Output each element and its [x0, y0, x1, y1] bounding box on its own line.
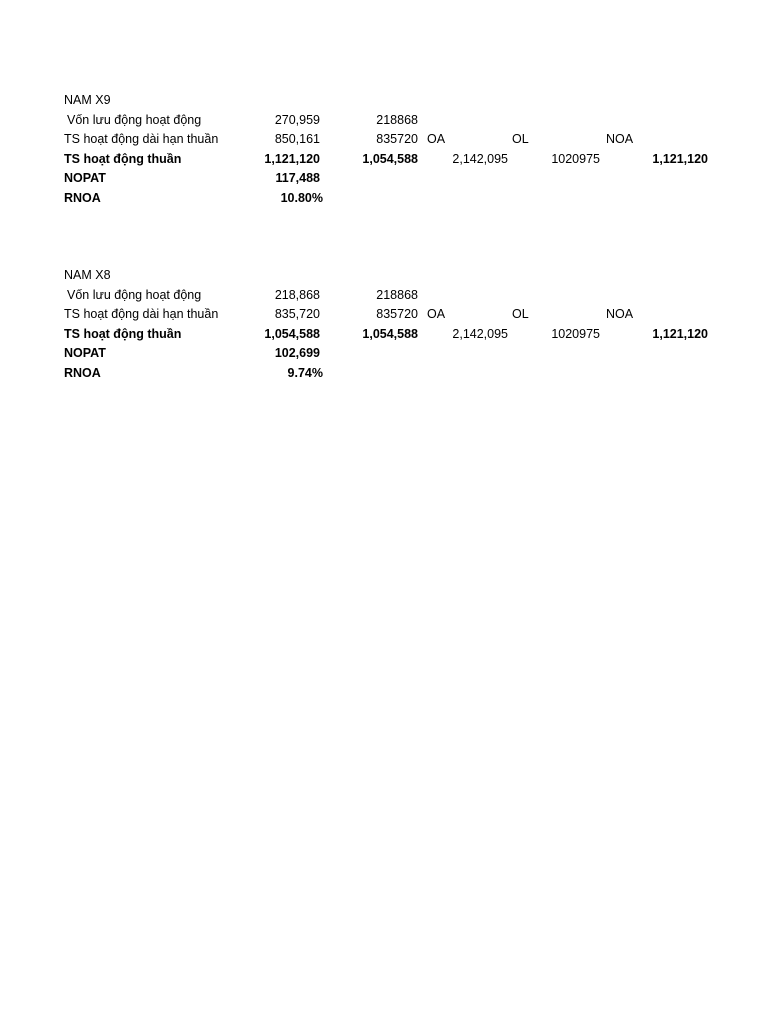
- oa-header: OA: [427, 307, 446, 321]
- row-label: TS hoạt động dài hạn thuần: [64, 132, 219, 146]
- value-col-1: 850,161: [274, 132, 320, 146]
- row-label: Vốn lưu động hoạt động: [67, 112, 202, 127]
- row-rnoa: [64, 189, 704, 209]
- row-von-luu-dong: [64, 286, 704, 306]
- ol-value: 1020975: [551, 326, 600, 341]
- oa-header: OA: [427, 132, 446, 146]
- value-col-2: 218868: [376, 112, 418, 127]
- row-label: RNOA: [64, 365, 101, 380]
- ol-value: 1020975: [551, 151, 600, 166]
- row-label: TS hoạt động dài hạn thuần: [64, 307, 219, 321]
- section-heading-row: [64, 91, 704, 111]
- noa-value: 1,121,120: [652, 326, 708, 341]
- noa-header: NOA: [606, 307, 634, 321]
- value-col-1: 117,488: [275, 171, 320, 185]
- value-col-1: 270,959: [274, 112, 320, 127]
- value-col-1: 218,868: [274, 287, 320, 302]
- row-nopat: [64, 344, 704, 364]
- ol-header: OL: [512, 307, 529, 321]
- section-nam-x8: [64, 266, 708, 383]
- row-label: NOPAT: [64, 346, 106, 360]
- row-label: TS hoạt động thuần: [64, 151, 182, 166]
- row-label: RNOA: [64, 190, 101, 205]
- oa-value: 2,142,095: [452, 151, 508, 166]
- section-heading: NAM X8: [64, 268, 111, 282]
- value-col-2: 835720: [376, 307, 418, 321]
- noa-value: 1,121,120: [652, 151, 708, 166]
- value-col-2: 1,054,588: [362, 326, 418, 341]
- row-von-luu-dong: [64, 111, 704, 131]
- value-col-1: 9.74%: [287, 365, 323, 380]
- value-col-1: 835,720: [274, 307, 320, 321]
- value-col-1: 1,054,588: [264, 326, 320, 341]
- value-col-1: 10.80%: [280, 190, 323, 205]
- section-heading-row: [64, 266, 704, 286]
- oa-value: 2,142,095: [452, 326, 508, 341]
- row-label: Vốn lưu động hoạt động: [67, 287, 202, 302]
- row-rnoa: [64, 364, 704, 384]
- row-ts-thuan: [64, 150, 708, 170]
- row-ts-dai-han: [64, 130, 704, 150]
- row-label: TS hoạt động thuần: [64, 326, 182, 341]
- row-nopat: [64, 169, 704, 189]
- noa-header: NOA: [606, 132, 634, 146]
- row-label: NOPAT: [64, 171, 106, 185]
- row-ts-dai-han: [64, 305, 704, 325]
- row-ts-thuan: [64, 325, 708, 345]
- section-nam-x9: [64, 91, 708, 208]
- section-heading: NAM X9: [64, 93, 111, 107]
- value-col-1: 102,699: [274, 346, 320, 360]
- value-col-2: 1,054,588: [362, 151, 418, 166]
- value-col-2: 218868: [376, 287, 418, 302]
- value-col-2: 835720: [376, 132, 418, 146]
- value-col-1: 1,121,120: [264, 151, 320, 166]
- ol-header: OL: [512, 132, 529, 146]
